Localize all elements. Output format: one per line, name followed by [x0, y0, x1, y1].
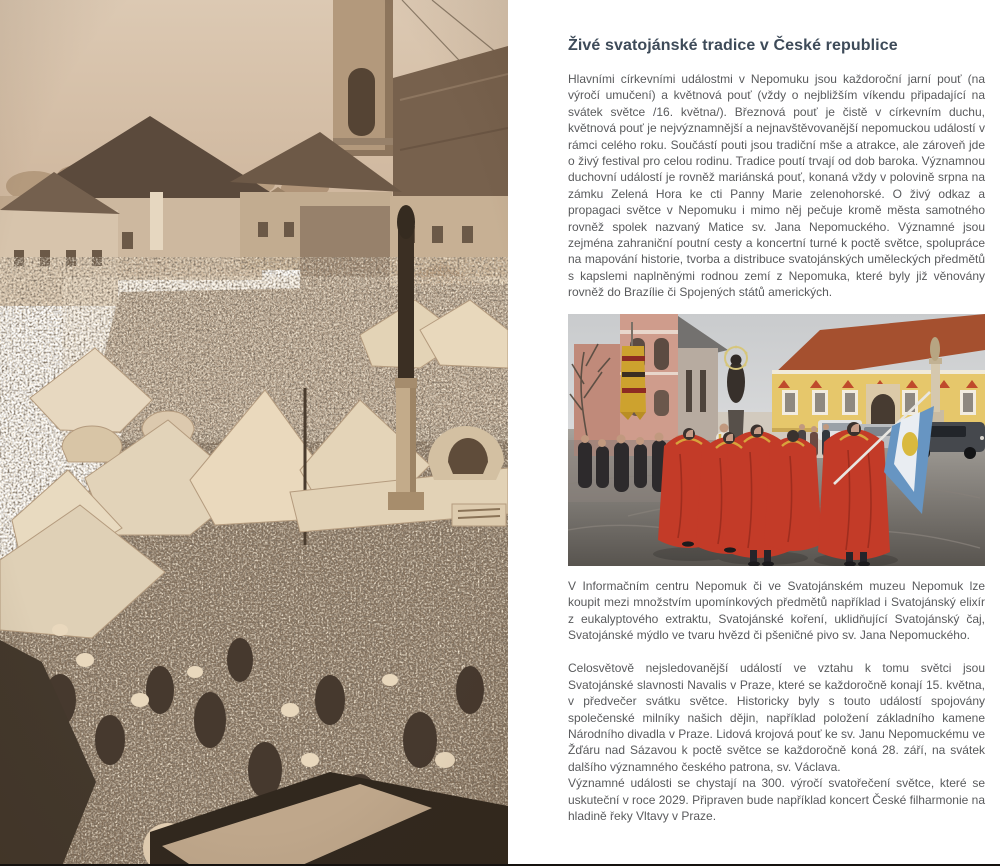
article-column	[568, 0, 985, 824]
article-paragraph-2: V Informačním centru Nepomuk či ve Svatojánském muzeu Nepomuk lze koupit mezi množstvím upomínkových předmětů například i Svatojánský elixír z eukalyptového extraktu, Svatojánské koření, uklidňující Svatojánský čaj, Svatojánské mýdlo ve tvaru hvězd či pšeničné pivo sv. Jana Nepomuckého.	[568, 578, 985, 642]
procession-photo	[568, 314, 985, 566]
article-paragraph-3: Celosvětově nejsledovanější událostí ve vztahu k tomu světci jsou Svatojánské slavnosti Navalis v Praze, které se každoročně konají 15. května, v předvečer svátku světce. Historicky byly s touto událostí spojovány společenské milníky našich dějin, například položení základního kamene Národního divadla v Praze. Lidová krojová pouť ke sv. Janu Nepomuckému ve Žďáru nad Sázavou k poctě světce se každoročně koná 28. září, na svátek dalšího významného českého patrona, sv. Václava.	[568, 661, 985, 774]
red-capes	[658, 422, 890, 566]
article-heading: Živé svatojánské tradice v České republice	[568, 37, 898, 54]
article-paragraph-4: Významné události se chystají na 300. výročí svatořečení světce, které se uskuteční v roce 2029. Připraven bude například koncert České filharmonie na hladině řeky Vltavy v Praze.	[568, 776, 985, 823]
procession-photo-art	[568, 314, 985, 566]
article-paragraph-1: Hlavními církevními událostmi v Nepomuku jsou každoroční jarní pouť (na výročí umučení) a květnová pouť (vždy o nejbližším víkendu připadající na svátek světce /16. května/). Březnová pouť je čistě v církevním duchu, květnová pouť je nejvýznamnější a nejnavštěvovanější nepomuckou událostí v rámci celého roku. Součástí pouti jsou tradiční mše a atrakce, ale zároveň jde o živý festival pro celou rodinu. Tradice poutí trvají od dob baroka. Významnou duchovní událostí je rovněž mariánská pouť, konaná vždy v polovině srpna na zámku Zelená Hora ke cti Panny Marie zelenohorské. O živý odkaz a propagaci světce v Nepomuku i mimo něj pečuje kromě města samotného rovněž spolek nazvaný Matice sv. Jana Nepomuckého. Významné jsou zejména zahraniční poutní cesty a koncertní turné k poctě světce, spolupráce na mapování historie, tvorba a distribuce svatojánských uměleckých předmětů s kapslemi naplněnými rodnou zemí z Nepomuka, které byly již věnovány rovněž do Brazílie či Spojených států amerických.	[568, 72, 985, 300]
